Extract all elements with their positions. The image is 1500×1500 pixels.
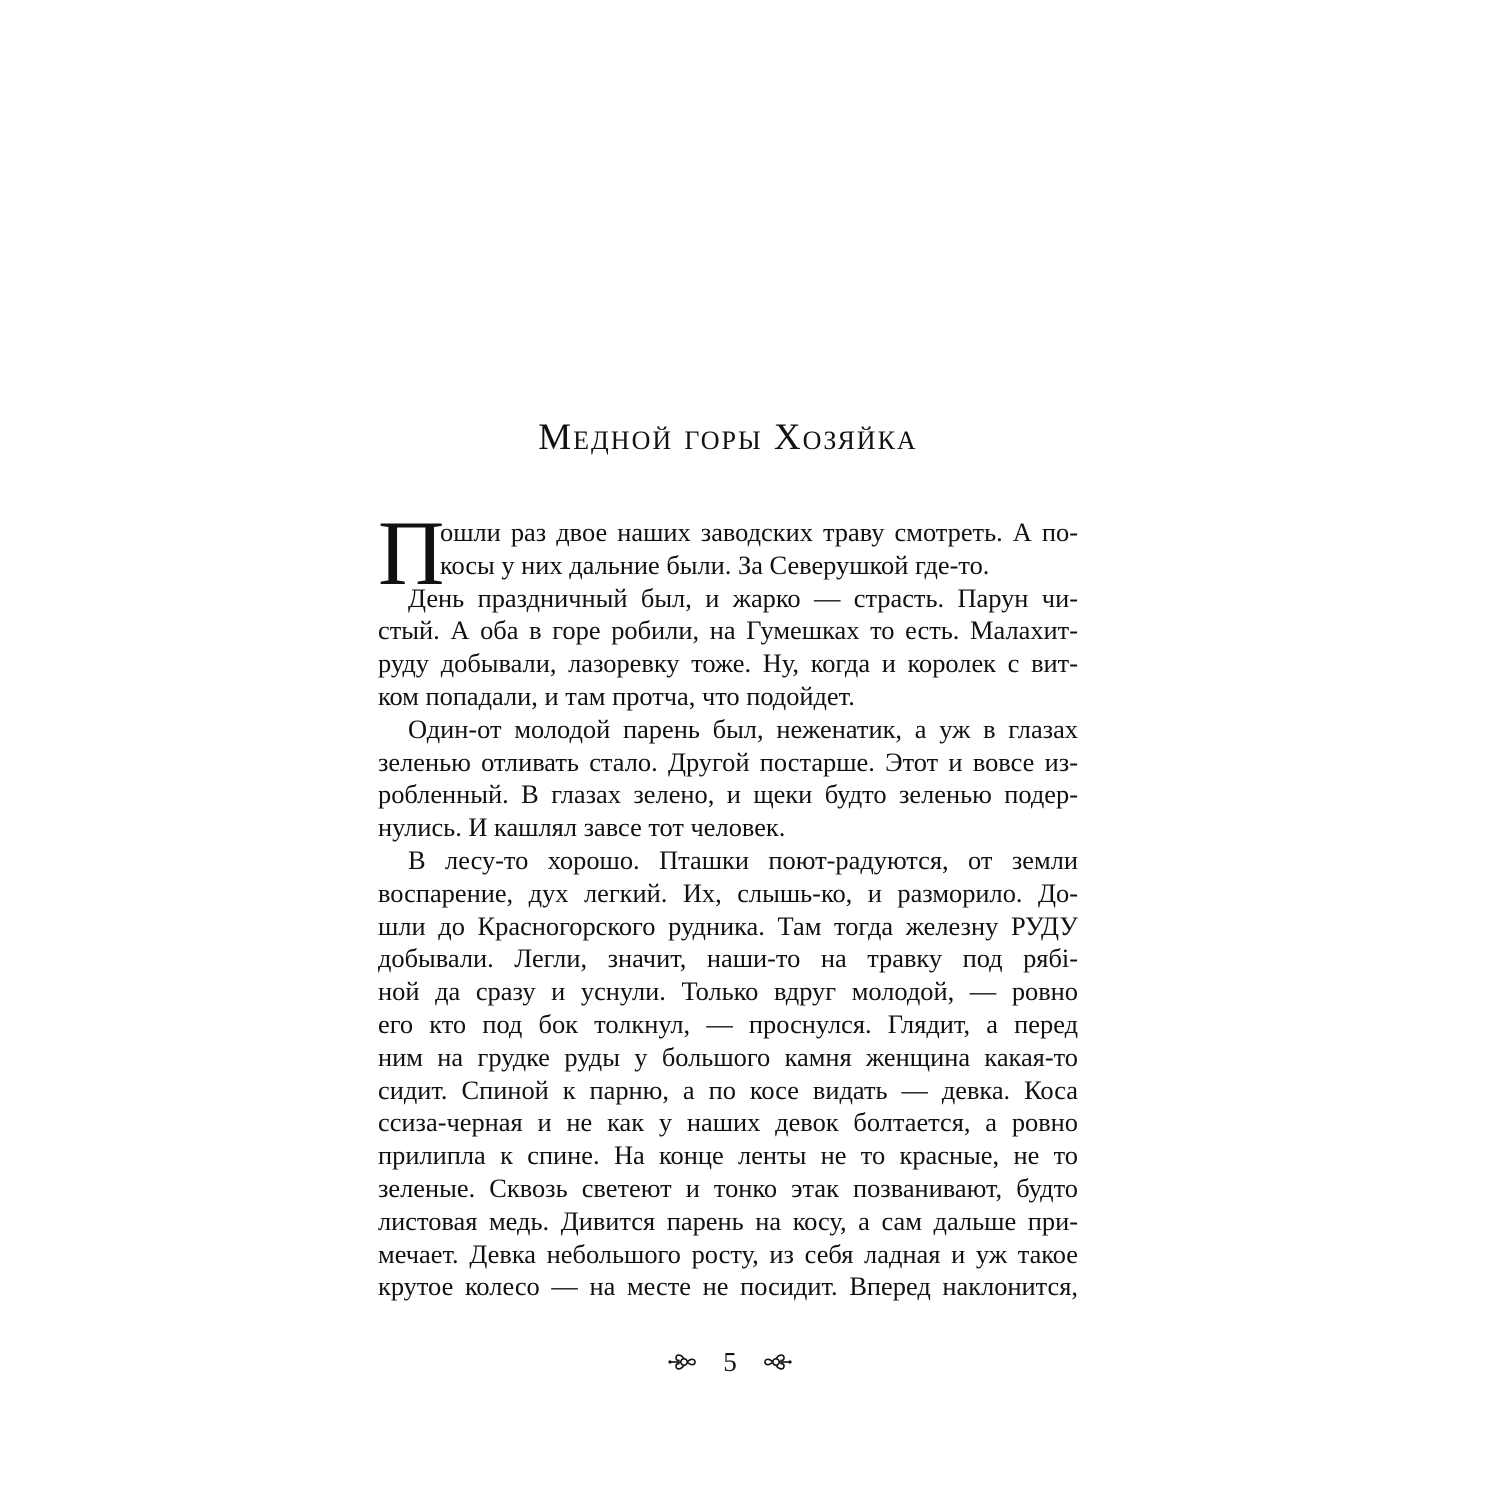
ornament-left-icon	[667, 1350, 701, 1374]
chapter-title: Медной горы Хозяйка	[538, 417, 918, 458]
text-line: стый. А оба в горе робили, на Гумешках то есть. Малахит-	[378, 615, 1078, 646]
text-line: Один-от молодой парень был, неженатик, а уж в глазах	[408, 713, 1078, 744]
drop-cap: П	[378, 520, 445, 586]
page-footer	[620, 1344, 840, 1380]
text-line: День праздничный был, и жарко — страсть. Парун чи-	[408, 582, 1078, 613]
text-line: листовая медь. Дивится парень на косу, а сам дальше при-	[378, 1205, 1078, 1236]
text-line: ком попадали, и там протча, что подойдет.	[378, 680, 855, 711]
text-line: мечает. Девка небольшого росту, из себя ладная и уж такое	[378, 1238, 1078, 1269]
text-line: шли до Красногорского рудника. Там тогда железну РУДУ	[378, 910, 1078, 941]
body-text	[378, 516, 1078, 1303]
text-line: руду добывали, лазоревку тоже. Ну, когда и королек с вит-	[378, 648, 1078, 679]
text-line: прилипла к спине. На конце ленты не то красные, не то	[378, 1140, 1078, 1171]
text-line: воспарение, дух легкий. Их, слышь-ко, и разморило. До-	[378, 877, 1078, 908]
text-line: зеленые. Сквозь светеют и тонко этак позванивают, будто	[378, 1172, 1078, 1203]
text-line: нулись. И кашлял завсе тот человек.	[378, 812, 786, 843]
text-line: ошли раз двое наших заводских траву смотреть. А по-	[440, 517, 1078, 547]
page-number: 5	[723, 1347, 737, 1377]
text-line: В лесу-то хорошо. Пташки поют-радуются, от земли	[408, 844, 1078, 875]
text-line: его кто под бок толкнул, — проснулся. Глядит, а перед	[378, 1008, 1078, 1039]
text-line: ной да сразу и уснули. Только вдруг молодой, — ровно	[378, 976, 1078, 1007]
text-line: ссиза-черная и не как у наших девок болтается, а ровно	[378, 1107, 1078, 1138]
text-line: зеленью отливать стало. Другой постарше. Этот и вовсе из-	[378, 746, 1078, 777]
text-line: косы у них дальние были. За Северушкой где-то.	[440, 549, 990, 580]
text-line: крутое колесо — на месте не посидит. Вперед наклонится,	[378, 1271, 1078, 1302]
text-line: сидит. Спиной к парню, а по косе видать — девка. Коса	[378, 1074, 1078, 1105]
text-line: робленный. В глазах зелено, и щеки будто зеленью подер-	[378, 779, 1078, 810]
ornament-right-icon	[759, 1350, 793, 1374]
text-line: ним на грудке руды у большого камня женщина какая-то	[378, 1041, 1078, 1072]
text-line: добывали. Легли, значит, наши-то на травку под рябі-	[378, 943, 1078, 974]
